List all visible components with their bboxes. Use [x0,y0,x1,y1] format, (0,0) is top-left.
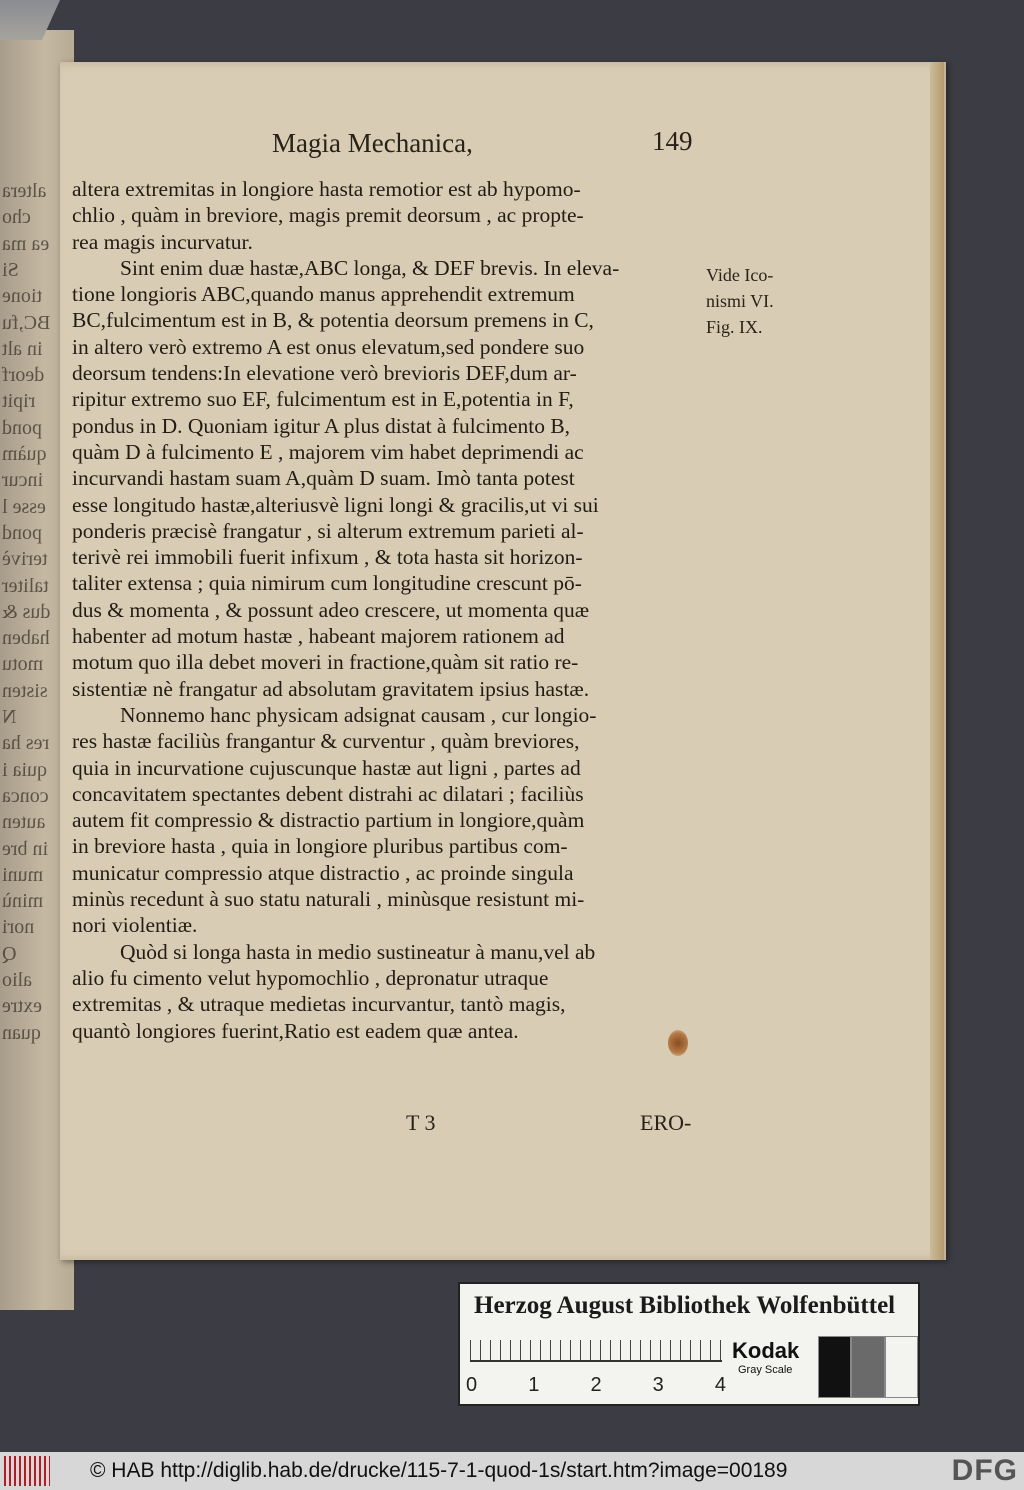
facing-text-fragment: alio [2,969,32,991]
facing-text-fragment: BC,fu [2,311,51,334]
facing-text-fragment: in bre [2,837,49,860]
text-line: pondus in D. Quoniam igitur A plus distat à fulcimento B, [72,413,571,438]
text-line: municatur compressio atque distractio , ac proinde singula [72,860,574,885]
text-line: in altero verò extremo A est onus elevatum,sed pondere suo [72,334,585,359]
color-calibration-card [458,1282,920,1406]
catchword: ERO- [640,1110,692,1135]
text-line: incurvandi hastam suam A,quàm D suam. Imò tanta potest [72,466,575,491]
facing-text-fragment: sisten [2,679,48,702]
facing-text-fragment: terivè [2,548,48,571]
text-line: BC,fulcimentum est in B, & potentia deorsum premens in C, [72,308,594,333]
text-line: tione longioris ABC,quando manus apprehendit extremum [72,282,575,307]
facing-text-fragment: quia i [2,758,47,781]
library-name: Herzog August Bibliothek Wolfenbüttel [474,1292,896,1319]
facing-text-fragment: extre [2,995,42,1018]
text-line: habenter ad motum hastæ , habeant majorem rationem ad [72,624,565,649]
text-line: in breviore hasta , quia in longiore pluribus partibus com- [72,834,568,859]
facing-text-fragment: ea ma [2,232,50,255]
margin-note-line: Fig. IX. [706,317,763,337]
facing-text-fragment: pond [2,521,42,544]
dfg-logo[interactable]: DFG [951,1454,1018,1487]
text-line: Quòd si longa hasta in medio sustineatur à manu,vel ab [120,939,596,964]
kodak-logo: Kodak [732,1338,800,1363]
footer-url[interactable]: © HAB http://diglib.hab.de/drucke/115-7-1-quod-1s/start.htm?image=00189 [90,1459,788,1482]
text-line: autem fit compressio & distractio partium in longiore,quàm [72,808,585,833]
ruler-labels [466,1374,726,1397]
facing-text-fragment: res ha [2,732,50,755]
facing-text-fragment: in alt [2,337,43,360]
margin-note [706,262,774,340]
gray-swatch [818,1336,851,1398]
ink-stain [668,1030,688,1056]
text-line: chlio , quàm in breviore, magis premit deorsum , ac propte- [72,203,584,228]
body-text [72,176,712,1044]
text-line: extremitas , & utraque medietas incurvantur, tantò magis, [72,992,566,1017]
facing-text-fragment: minù [2,890,44,913]
facing-text-fragment: pond [2,416,42,439]
facing-text-fragment: muni [2,863,44,886]
text-line: minùs recedunt à suo statu naturali , minùsque resistunt mi- [72,887,585,912]
text-line: taliter extensa ; quia nimirum cum longitudine crescunt pō- [72,571,582,596]
hab-logo-icon[interactable] [4,1456,50,1486]
text-line: concavitatem spectantes debent distrahi ac dilatari ; faciliùs [72,781,584,806]
text-line: terivè rei immobili fuerit infixum , & tota hasta sit horizon- [72,545,583,570]
text-line: res hastæ faciliùs frangantur & curventur , quàm breviores, [72,729,580,754]
text-line: alio fu cimento velut hypomochlio , depronatur utraque [72,965,549,990]
facing-text-fragment: N [2,706,17,728]
text-line: quantò longiores fuerint,Ratio est eadem quæ antea. [72,1018,519,1043]
text-line: sistentiæ nè frangatur ad absolutam gravitatem ipsius hastæ. [72,676,590,701]
ruler-label: 2 [590,1374,602,1396]
facing-text-fragment: incur [2,469,44,492]
kodak-subtitle: Gray Scale [738,1364,793,1376]
facing-text-fragment: taliter [2,574,49,597]
margin-note-line: Vide Ico- [706,265,774,285]
facing-text-fragment: quan [2,1021,41,1044]
gray-swatches [818,1336,918,1398]
scale-ruler [470,1340,722,1362]
text-line: quia in incurvatione cujuscunque hastæ aut ligni , partes ad [72,755,581,780]
facing-text-fragment: motu [2,653,44,676]
running-header: Magia Mechanica, [272,128,473,158]
text-line: motum quo illa debet moveri in fractione,quàm sit ratio re- [72,650,579,675]
gray-swatch [851,1336,884,1398]
viewer-footer [0,1452,1024,1490]
facing-text-fragment: Q [2,942,17,965]
facing-text-fragment: haben [2,627,50,650]
facing-text-fragment: conca [2,784,49,807]
text-line: Nonnemo hanc physicam adsignat causam , cur longio- [120,702,597,727]
ruler-label: 0 [466,1374,478,1396]
text-line: altera extremitas in longiore hasta remotior est ab hypomo- [72,177,581,201]
facing-text-fragment: ripit [2,390,36,413]
facing-text-fragment: deorf [2,364,45,387]
facing-text-fragment: quàm [2,443,47,465]
facing-text-fragment: esse l [2,495,46,518]
facing-text-fragment: dus & [2,600,51,623]
facing-text-fragment: Si [2,258,19,281]
facing-text-fragment: tione [2,285,42,308]
ruler-label: 4 [714,1374,726,1396]
text-line: ponderis præcisè frangatur , si alterum extremum parieti al- [72,518,584,543]
page-edge [930,62,944,1260]
gray-swatch [885,1336,918,1398]
text-line: ripitur extremo suo EF, fulcimentum est in E,potentia in F, [72,387,574,412]
facing-text-fragment: auten [2,811,46,834]
text-line: rea magis incurvatur. [72,229,253,254]
ruler-label: 1 [528,1374,540,1396]
margin-note-line: nismi VI. [706,291,774,311]
signature-mark: T 3 [406,1110,436,1135]
ruler-label: 3 [652,1374,664,1396]
facing-text-fragment: nori [2,916,35,939]
text-line: quàm D à fulcimento E , majorem vim habet deprimendi ac [72,439,584,464]
page-number: 149 [652,126,693,156]
text-line: deorsum tendens:In elevatione verò brevioris DEF,dum ar- [72,361,577,386]
text-line: Sint enim duæ hastæ,ABC longa, & DEF brevis. In eleva- [120,255,620,280]
text-line: dus & momenta , & possunt adeo crescere, ut momenta quæ [72,597,590,622]
facing-text-fragment: altera [2,180,47,202]
facing-text-fragment: cho [2,206,31,229]
text-line: nori violentiæ. [72,913,198,938]
text-line: esse longitudo hastæ,alteriusvè ligni longi & gracilis,ut vi sui [72,492,599,517]
